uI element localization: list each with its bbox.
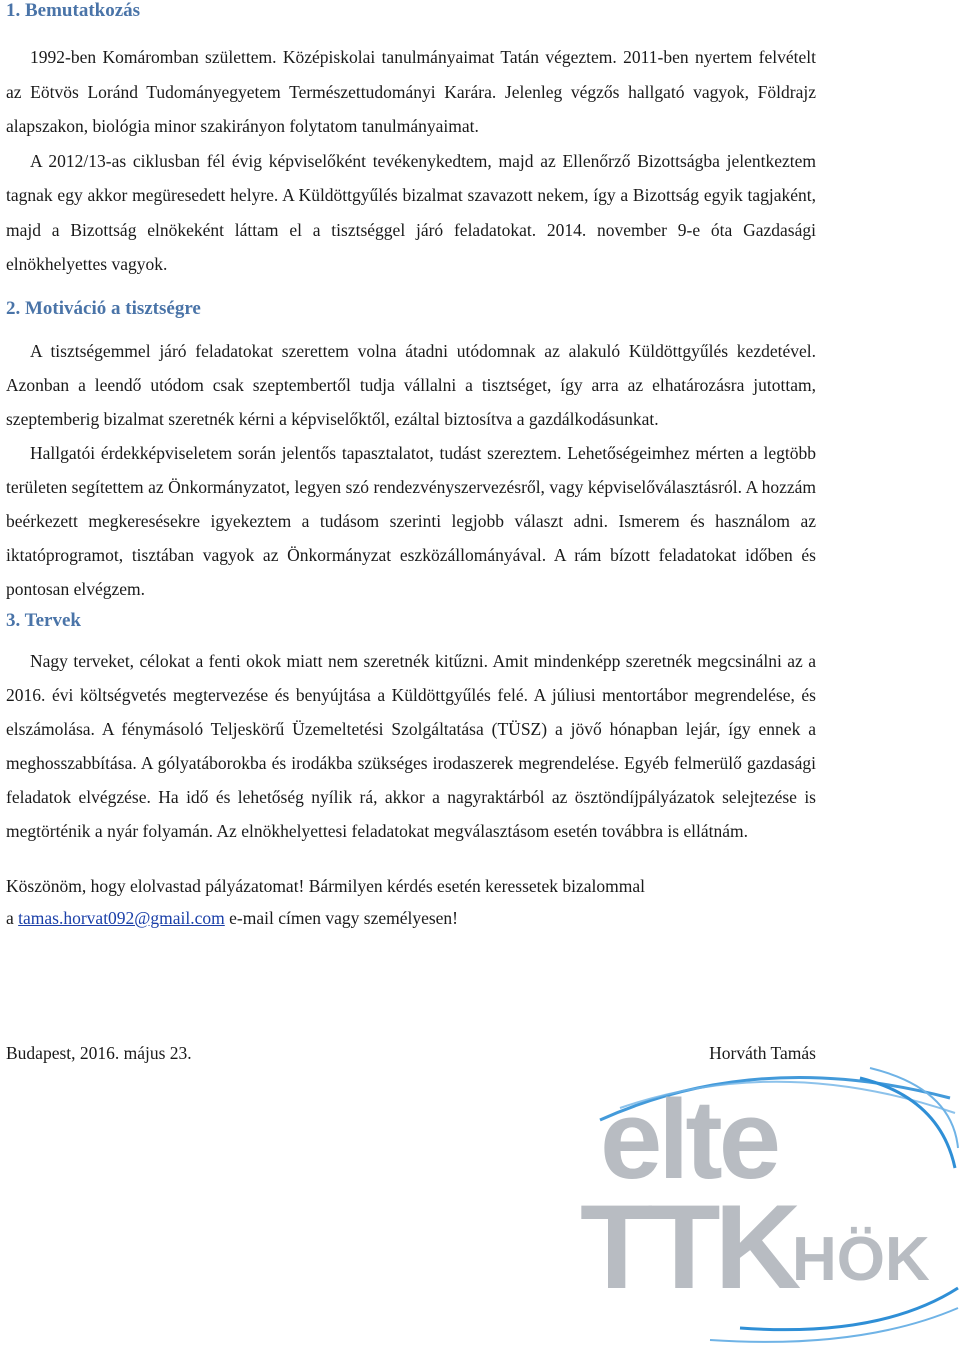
heading-motivacio: 2. Motiváció a tisztségre bbox=[6, 297, 201, 319]
paragraph: A tisztségemmel járó feladatokat szerettem volna átadni utódomnak az alakuló Küldöttgyűlés kezdetével. Azonban a leendő utódom csak szeptembertől tudja vállalni a tisztséget, így arra az elhatározásra jutottam, szeptemberig bizalmat szeretnék kérni a képviselőktől, ezáltal biztosítva a gazdálkodásunkat. bbox=[6, 340, 816, 429]
document-body bbox=[6, 0, 816, 934]
paragraph: 1992-ben Komáromban születtem. Középiskolai tanulmányaimat Tatán végeztem. 2011-ben nyertem felvételt az Eötvös Loránd Tudományegyetem Természettudományi Karára. Jelenleg végzős hallgató vagyok, Földrajz alapszakon, biológia minor szakirányon folytatom tanulmányaimat. bbox=[6, 47, 816, 136]
closing-suffix: e-mail címen vagy személyesen! bbox=[224, 907, 459, 928]
paragraph: Hallgatói érdekképviseletem során jelentős tapasztalatot, tudást szereztem. Lehetőségeimhez mérten a legtöbb területen segítettem az Önkormányzatot, legyen szó rendezvényszervezésről, vagy képviselőválasztásról. A hozzám beérkezett megkeresésekre igyekeztem a tudásom szerinti legjobb választ adni. Ismerem és használom az iktatóprogramot, tisztában vagyok az Önkormányzat eszközállományával. A rám bízott feladatokat időben és pontosan elvégzem. bbox=[6, 442, 816, 599]
closing-prefix: a bbox=[6, 907, 19, 928]
logo-text-elte: elte bbox=[600, 1077, 777, 1202]
logo-text-ttk: TTK bbox=[580, 1180, 796, 1314]
paragraph: Nagy terveket, célokat a fenti okok miatt nem szeretnék kitűzni. Amit mindenképp szeretnék megcsinálni az a 2016. évi költségvetés megtervezése és benyújtása a Küldöttgyűlés felé. A júliusi mentortábor megrendelése, és elszámolása. A fénymásoló Teljeskörű Üzemeltetési Szolgáltatása (TÜSZ) a jövő hónapban lejár, így ennek a meghosszabbítása. A gólyatáborokba és irodákba szükséges irodaszerek megrendelése. Egyéb felmerülő gazdasági feladatok elvégzése. Ha idő és lehetőség nyílik rá, akkor a nagyraktárból az ösztöndíjpályázatok selejtezése is megtörténik a nyár folyamán. Az elnökhelyettesi feladatokat megválasztásom esetén továbbra is ellátnám. bbox=[6, 650, 816, 841]
place-date: Budapest, 2016. május 23. bbox=[6, 1043, 192, 1063]
paragraph: A 2012/13-as ciklusban fél évig képviselőként tevékenykedtem, majd az Ellenőrző Bizottságba jelentkeztem tagnak egy akkor megüresedett helyre. A Küldöttgyűlés bizalmat szavazott nekem, így a Bizottság egyik tagjaként, majd a Bizottság elnökeként láttam el a tisztséggel járó feladatokat. 2014. november 9-e óta Gazdasági elnökhelyettes vagyok. bbox=[6, 150, 816, 274]
email-link[interactable]: tamas.horvat092@gmail.com bbox=[18, 907, 225, 928]
closing-line: Köszönöm, hogy elolvastad pályázatomat! Bármilyen kérdés esetén keressetek bizalommal bbox=[6, 875, 646, 896]
signer-name: Horváth Tamás bbox=[709, 1043, 816, 1063]
heading-bemutatkozas: 1. Bemutatkozás bbox=[6, 0, 141, 21]
logo-text-hok: HÖK bbox=[792, 1225, 930, 1294]
closing-line-contact bbox=[6, 902, 816, 934]
elte-ttk-hok-logo bbox=[560, 1058, 960, 1345]
heading-tervek: 3. Tervek bbox=[6, 609, 81, 631]
